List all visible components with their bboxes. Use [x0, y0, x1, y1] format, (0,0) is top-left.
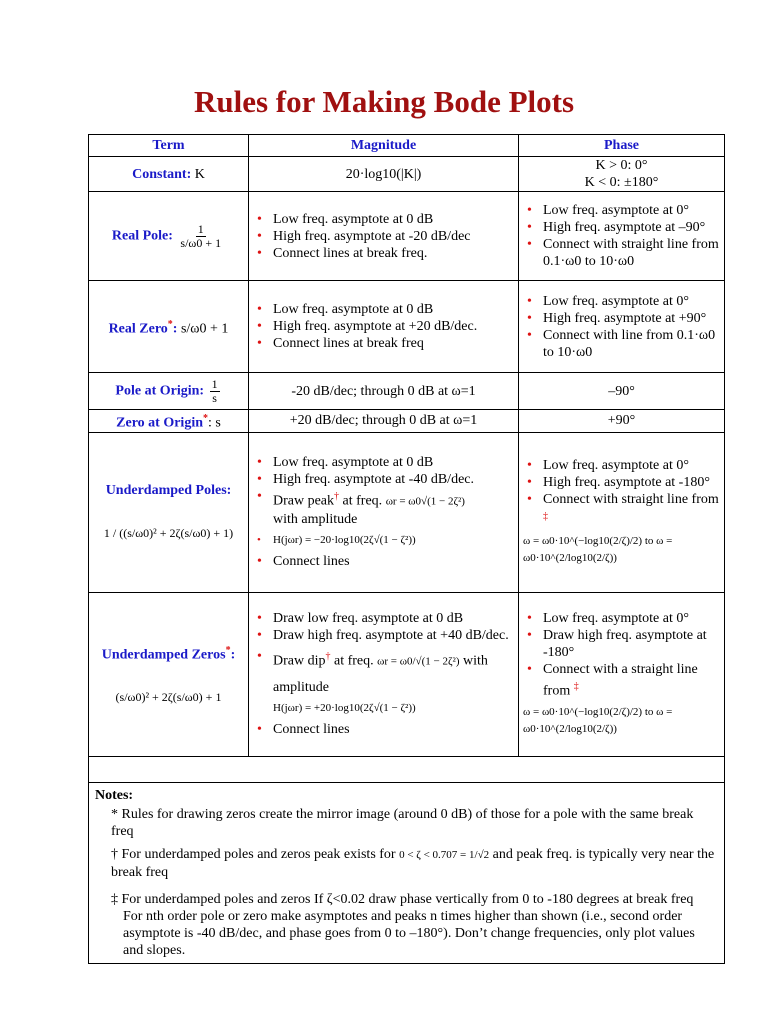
row-real-pole — [89, 192, 725, 281]
list-item: • Draw peak† at freq. ωr = ω0√(1 − 2ζ²) with amplitude — [273, 488, 514, 528]
list-item: • Connect lines at break freq. — [273, 245, 514, 262]
list-item: • Draw high freq. asymptote at -180° — [543, 627, 720, 661]
row-underdamped-poles — [89, 432, 725, 592]
row-pole-origin — [89, 373, 725, 410]
list-item: • Connect with straight line from ‡ — [543, 491, 720, 530]
list-item: • Low freq. asymptote at 0° — [543, 293, 720, 310]
list-item: • Low freq. asymptote at 0° — [543, 202, 720, 219]
row-zero-origin — [89, 410, 725, 433]
list-item: • Low freq. asymptote at 0° — [543, 457, 720, 474]
term-constant: Constant: K — [89, 157, 249, 192]
phase-underdamped-poles — [519, 432, 725, 592]
list-item: • High freq. asymptote at +90° — [543, 310, 720, 327]
list-item: • High freq. asymptote at +20 dB/dec. — [273, 318, 514, 335]
row-constant — [89, 157, 725, 192]
phase-constant: K > 0: 0° K < 0: ±180° — [519, 157, 725, 192]
mag-real-pole — [249, 192, 519, 281]
mag-underdamped-poles — [249, 432, 519, 592]
phase-zero-origin: +90° — [519, 410, 725, 433]
list-item: • High freq. asymptote at –90° — [543, 219, 720, 236]
list-item: • Draw low freq. asymptote at 0 dB — [273, 610, 514, 627]
phase-equation: ω = ω0·10^(−log10(2/ζ)/2) to ω = ω0·10^(2/log10(2/ζ)) — [523, 705, 673, 735]
list-item: • Connect lines — [273, 553, 514, 570]
phase-real-pole — [519, 192, 725, 281]
list-item: • Low freq. asymptote at 0 dB — [273, 454, 514, 471]
row-underdamped-zeros — [89, 592, 725, 756]
header-term: Term — [89, 135, 249, 157]
list-item: • Connect lines at break freq — [273, 335, 514, 352]
mag-constant: 20·log10(|K|) — [249, 157, 519, 192]
list-item: • Draw dip† at freq. ωr = ω0/√(1 − 2ζ²) with — [273, 648, 514, 671]
mag-pole-origin: -20 dB/dec; through 0 dB at ω=1 — [249, 373, 519, 410]
phase-equation: ω = ω0·10^(−log10(2/ζ)/2) to ω = ω0·10^(2/log10(2/ζ)) — [523, 535, 673, 565]
list-item: • Connect lines — [273, 721, 514, 738]
phase-pole-origin: –90° — [519, 373, 725, 410]
list-item: • Low freq. asymptote at 0° — [543, 610, 720, 627]
term-zero-origin: Zero at Origin*: s — [89, 410, 249, 433]
mag-zero-origin: +20 dB/dec; through 0 dB at ω=1 — [249, 410, 519, 433]
header-row — [89, 135, 725, 157]
phase-underdamped-zeros — [519, 592, 725, 756]
term-underdamped-zeros: Underdamped Zeros*: (s/ω0)² + 2ζ(s/ω0) + 1 — [89, 592, 249, 756]
phase-real-zero — [519, 281, 725, 373]
header-magnitude: Magnitude — [249, 135, 519, 157]
list-item: • Connect with a straight line from ‡ — [543, 661, 720, 700]
spacer-row — [89, 756, 725, 782]
list-item: • High freq. asymptote at -40 dB/dec. — [273, 471, 514, 488]
list-item: • Draw high freq. asymptote at +40 dB/dec. — [273, 627, 514, 644]
list-item: • Connect with line from 0.1·ω0 to 10·ω0 — [543, 327, 720, 361]
bode-rules-table — [88, 134, 725, 964]
mag-real-zero — [249, 281, 519, 373]
term-real-pole: Real Pole: $\frac{1}{s/\omega 0 + 1}$ — [89, 192, 249, 281]
list-item: • Connect with straight line from 0.1·ω0 to 10·ω0 — [543, 236, 720, 270]
list-item: • High freq. asymptote at -180° — [543, 474, 720, 491]
term-real-zero: Real Zero*: s/ω0 + 1 — [89, 281, 249, 373]
notes: Notes: * Rules for drawing zeros create the mirror image (around 0 dB) of those for a pole with the same break freq † For underdamped poles and zeros peak exists for 0 < ζ < 0.707 = 1/√2 and peak freq. is typically very near the break freq ‡ For underdamped poles and zeros If ζ<0.02 draw phase vertically from 0 to -180 degrees at break freq For nth order pole or zero make asymptotes and peaks n times higher than shown (i.e., second order asymptote is -40 dB/dec, and phase goes from 0 to –180°). Don’t change frequencies, only plot values and slopes. — [89, 782, 725, 963]
mag-underdamped-zeros: • Draw low freq. asymptote at 0 dB • Draw high freq. asymptote at +40 dB/dec. • Draw dip† at freq. ωr = ω0/√(1 − 2ζ²) with amplitude H(jωr) = +20·log10(2ζ√(1 − ζ²)) • Connect lines — [249, 592, 519, 756]
list-item: • Low freq. asymptote at 0 dB — [273, 211, 514, 228]
list-item: • H(jωr) = −20·log10(2ζ√(1 − ζ²)) — [273, 532, 514, 549]
page-title: Rules for Making Bode Plots — [193, 84, 575, 119]
list-item: • Low freq. asymptote at 0 dB — [273, 301, 514, 318]
term-pole-origin: Pole at Origin: $\frac{1}{s}$ — [89, 373, 249, 410]
notes-row — [89, 782, 725, 963]
list-item: • High freq. asymptote at -20 dB/dec — [273, 228, 514, 245]
header-phase: Phase — [519, 135, 725, 157]
term-underdamped-poles: Underdamped Poles: 1 / ((s/ω0)² + 2ζ(s/ω0) + 1) — [89, 432, 249, 592]
row-real-zero — [89, 281, 725, 373]
